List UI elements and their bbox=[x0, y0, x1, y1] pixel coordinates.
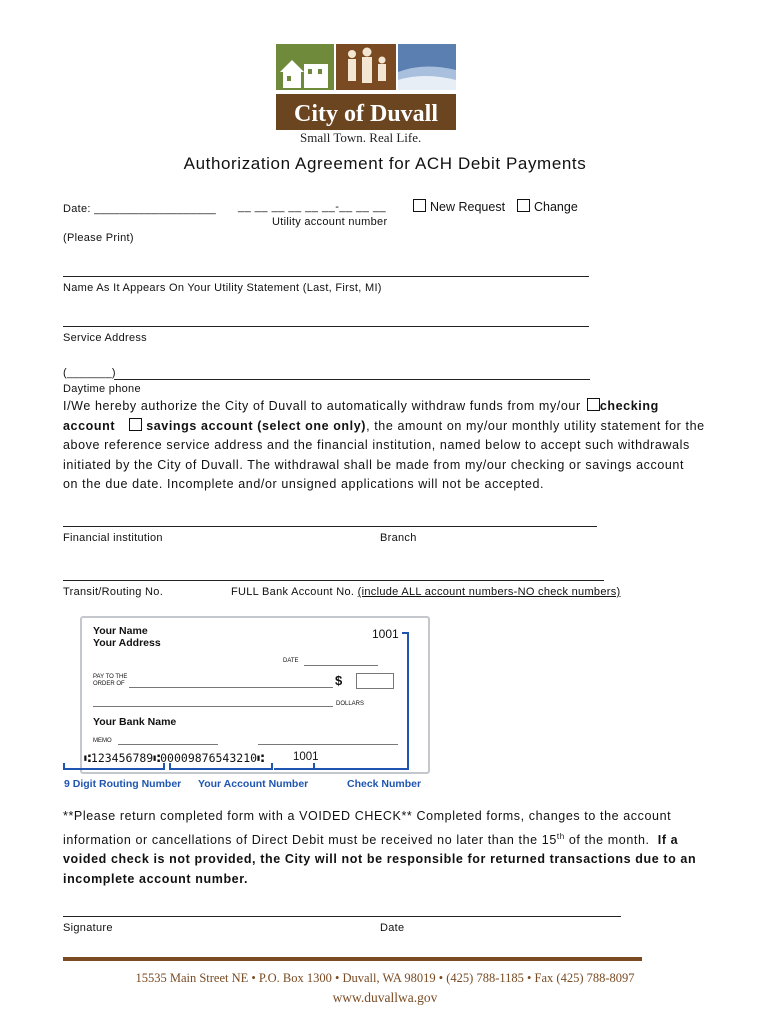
footer-rule bbox=[63, 957, 642, 961]
micr-account: 00009876543210 bbox=[160, 751, 258, 765]
bank-account-label bbox=[231, 586, 621, 598]
bank-account-note: (include ALL account numbers-NO check numbers) bbox=[357, 586, 621, 598]
phone-field[interactable] bbox=[114, 379, 590, 380]
new-request-checkbox[interactable] bbox=[413, 199, 426, 212]
auth-line-4: initiated by the City of Duvall. The withdrawal shall be made from my/our checking or savings account bbox=[63, 457, 685, 472]
micr-check-number: 1001 bbox=[293, 751, 319, 763]
branch-label: Branch bbox=[380, 532, 417, 544]
financial-institution-field[interactable] bbox=[63, 526, 597, 527]
phone-area-code[interactable]: (_______) bbox=[63, 367, 116, 379]
please-print-note: (Please Print) bbox=[63, 232, 134, 244]
check-callouts bbox=[60, 625, 440, 785]
name-field[interactable] bbox=[63, 276, 589, 277]
micr-routing: 123456789 bbox=[90, 751, 154, 765]
signature-date-label: Date bbox=[380, 922, 405, 934]
check-your-address: Your Address bbox=[93, 637, 161, 649]
checking-checkbox[interactable] bbox=[587, 398, 600, 411]
service-address-field[interactable] bbox=[63, 326, 589, 327]
check-your-name: Your Name bbox=[93, 625, 148, 637]
utility-account-caption: Utility account number bbox=[272, 216, 388, 228]
check-date-label: DATE bbox=[283, 658, 299, 664]
signature-field[interactable] bbox=[63, 916, 621, 917]
notice-line-2b: of the month. bbox=[568, 832, 650, 847]
page-title: Authorization Agreement for ACH Debit Payments bbox=[183, 154, 587, 173]
logo-tagline: Small Town. Real Life. bbox=[300, 130, 422, 145]
auth-line-5: on the due date. Incomplete and/or unsigned applications will not be accepted. bbox=[63, 477, 545, 491]
routing-account-field[interactable] bbox=[63, 580, 604, 581]
routing-caption: 9 Digit Routing Number bbox=[64, 778, 182, 790]
change-label: Change bbox=[534, 200, 578, 214]
micr-symbol-icon: ⑆ bbox=[257, 751, 264, 765]
routing-label: Transit/Routing No. bbox=[63, 586, 164, 598]
phone-label: Daytime phone bbox=[63, 383, 141, 395]
notice-line-3: voided check is not provided, the City will not be responsible for returned transactions due to an bbox=[63, 852, 697, 867]
checking-label: checking bbox=[599, 399, 659, 413]
new-request-option[interactable] bbox=[413, 199, 505, 214]
voided-check-notice bbox=[63, 807, 713, 889]
account-bracket bbox=[170, 763, 272, 769]
notice-line-1: **Please return completed form with a VOIDED CHECK** Completed forms, changes to the account bbox=[63, 809, 672, 823]
micr-symbol-icon: ⑆ bbox=[153, 751, 161, 765]
bank-account-text: FULL Bank Account No. bbox=[231, 586, 355, 598]
change-checkbox[interactable] bbox=[517, 199, 530, 212]
routing-bracket bbox=[64, 763, 164, 769]
footer-website[interactable]: www.duvallwa.gov bbox=[332, 990, 438, 1005]
account-label: account bbox=[63, 418, 116, 433]
date-field[interactable]: Date: ___________________ bbox=[63, 203, 217, 215]
financial-institution-label: Financial institution bbox=[63, 532, 163, 544]
new-request-label: New Request bbox=[430, 200, 506, 214]
check-bank-name: Your Bank Name bbox=[93, 716, 177, 728]
change-option[interactable] bbox=[517, 199, 578, 214]
auth-line-3: above reference service address and the financial institution, named below to accept such withdrawals bbox=[63, 438, 690, 452]
check-number: 1001 bbox=[372, 627, 399, 641]
micr-symbol-icon: ⑆ bbox=[84, 751, 91, 765]
auth-line-1: I/We hereby authorize the City of Duvall to automatically withdraw funds from my/our bbox=[63, 399, 581, 413]
logo-graphic bbox=[274, 42, 458, 132]
check-number-bracket bbox=[274, 633, 408, 769]
utility-account-field[interactable]: __ __ __ __ __ __-__ __ __ bbox=[238, 201, 387, 213]
check-number-caption: Check Number bbox=[347, 778, 422, 790]
notice-superscript: th bbox=[556, 831, 565, 841]
notice-line-2a: information or cancellations of Direct Debit must be received no later than the 15 bbox=[63, 832, 557, 847]
order-of-text: ORDER OF bbox=[93, 681, 125, 687]
auth-line-2: , the amount on my/our monthly utility statement for the bbox=[366, 418, 705, 433]
footer-address: 15535 Main Street NE • P.O. Box 1300 • Duvall, WA 98019 • (425) 788-1185 • Fax (425) 788-8097 bbox=[135, 971, 635, 985]
savings-label: savings account (select one only) bbox=[146, 418, 367, 433]
check-dollars-label: DOLLARS bbox=[336, 701, 365, 707]
notice-line-4: incomplete account number. bbox=[63, 871, 249, 886]
name-label: Name As It Appears On Your Utility Statement (Last, First, MI) bbox=[63, 282, 382, 294]
logo-name: City of Duvall bbox=[294, 101, 438, 127]
savings-checkbox[interactable] bbox=[129, 418, 142, 431]
pay-to-text: PAY TO THE bbox=[93, 674, 128, 680]
authorization-text bbox=[63, 397, 713, 495]
city-logo bbox=[274, 42, 458, 146]
account-caption: Your Account Number bbox=[198, 778, 309, 790]
notice-line-2-bold: If a bbox=[657, 832, 679, 847]
service-address-label: Service Address bbox=[63, 332, 147, 344]
signature-label: Signature bbox=[63, 922, 113, 934]
check-memo-label: MEMO bbox=[93, 738, 112, 744]
check-dollar-sign: $ bbox=[335, 673, 343, 688]
